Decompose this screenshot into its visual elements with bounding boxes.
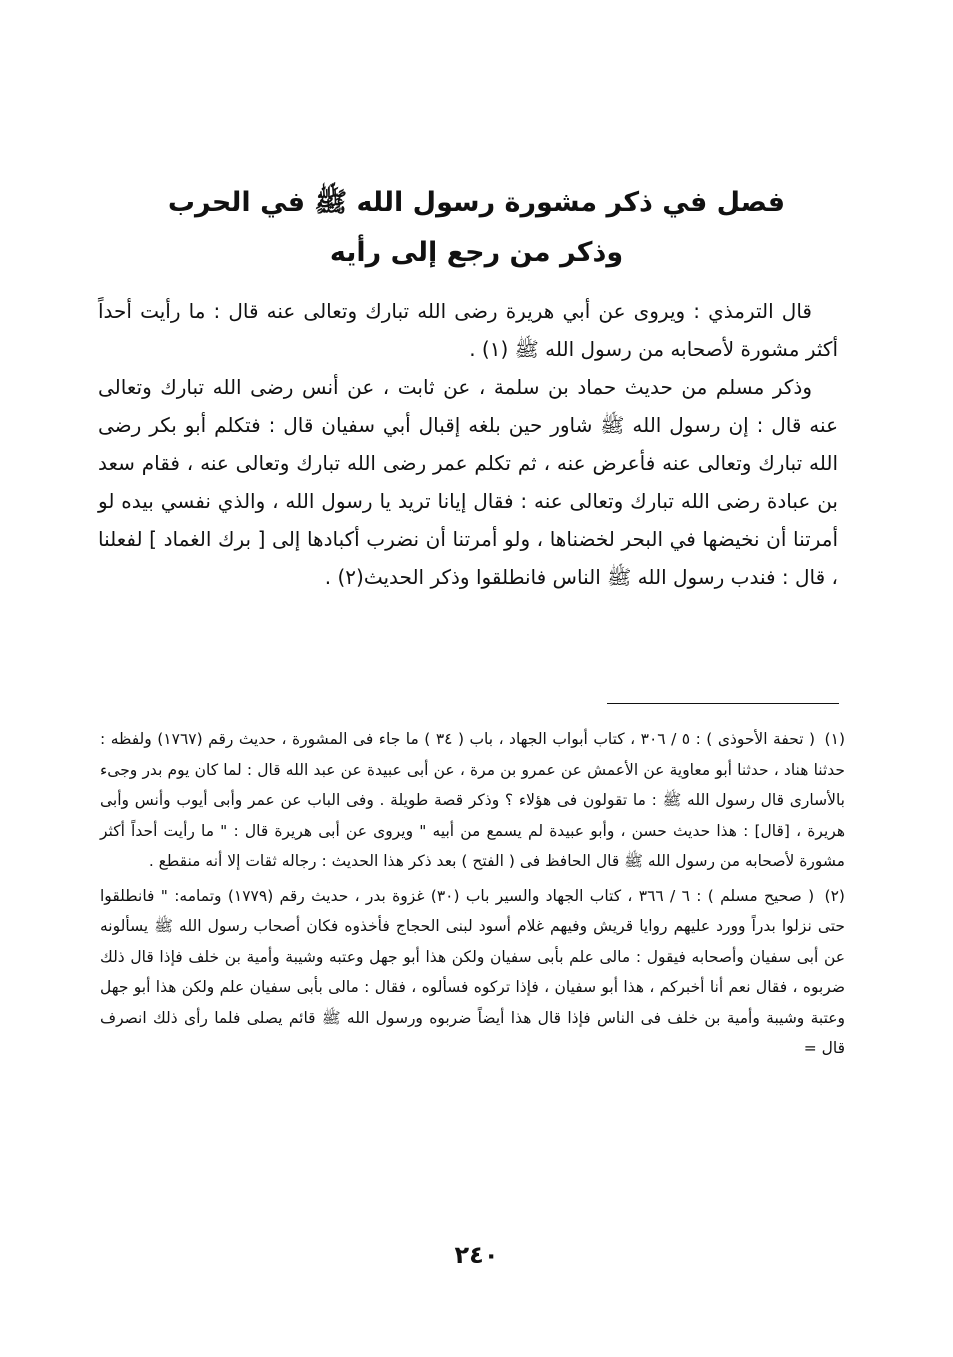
heading-line-2: وذكر من رجع إلى رأيه [329, 237, 624, 268]
paragraph-2: وذكر مسلم من حديث حماد بن سلمة ، عن ثابت ، عن أنس رضى الله تبارك وتعالى عنه قال : إن رسول الله ﷺ شاور حين بلغه إقبال أبي سفيان قال : فتكلم أبو بكر رضى الله تبارك وتعالى عنه فأعرض عنه ، ثم تكلم عمر رضى الله تبارك وتعالى عنه ، فقام سعد بن عبادة رضى الله تبارك وتعالى عنه : فقال إيانا تريد يا رسول الله ، والذي نفسي بيده لو أمرتنا أن نخيضها في البحر لخضناها ، ولو أمرتنا أن نضرب أكبادها إلى [ برك الغماد ] لفعلنا ، قال : فندب رسول الله ﷺ الناس فانطلقوا وذكر الحديث(٢) . [98, 375, 838, 589]
paragraph-1: قال الترمذي : ويروى عن أبي هريرة رضى الله تبارك وتعالى عنه قال : ما رأيت أحداً أكثر مشورة لأصحابه من رسول الله ﷺ (١) . [98, 299, 838, 361]
heading-line-1: فصل في ذكر مشورة رسول الله ﷺ في الحرب [167, 187, 786, 218]
footnote-1-number: (١) [824, 730, 845, 748]
main-text [98, 292, 838, 596]
footnote-2 [100, 881, 845, 1064]
footnote-1-text: ( تحفة الأحوذى ) : ٥ / ٣٠٦ ، كتاب أبواب الجهاد ، باب ( ٣٤ ) ما جاء فى المشورة ، حديث رقم (١٧٦٧) ولفظه : حدثنا هناد ، حدثنا أبو معاوية عن الأعمش عن عمرو بن مرة ، عن أبى عبيدة عن عبد الله قال : لما كان يوم بدر وجىء بالأسارى قال رسول الله ﷺ : ما تقولون فى هؤلاء ؟ وذكر قصة طويلة . وفى الباب عن عمر وأبى أيوب وأنس وأبى هريرة ، [قال] : هذا حديث حسن ، وأبو عبيدة لم يسمع من أبيه " ويروى عن أبى هريرة قال : " ما رأيت أحداً أكثر مشورة لأصحابه من رسول الله ﷺ قال الحافظ فى ( الفتح ) بعد ذكر هذا الحديث : رجاله ثقات إلا أنه منقطع . [100, 730, 845, 870]
footnote-2-number: (٢) [824, 886, 845, 905]
footnotes [100, 724, 845, 1068]
chapter-heading [60, 178, 893, 278]
footnote-2-text: ( صحيح مسلم ) : ٦ / ٣٦٦ ، كتاب الجهاد والسير باب (٣٠) غزوة بدر ، حديث رقم (١٧٧٩) وتمامه: " فانطلقوا حتى نزلوا بدراً وورد عليهم روايا قريش وفيهم غلام أسود لبنى الحجاج فأخذوه فكان أصحاب رسول الله ﷺ يسألونه عن أبى سفيان وأصحابه فيقول : مالى علم بأبى سفيان ولكن هذا أبو جهل وعتبه وشيبة وأمية بن خلف فإذا قال ذلك ضربوه ، فقال نعم أنا أخبركم ، هذا أبو سفيان ، فإذا تركوه فسألوه ، فقال : مالى بأبى سفيان علم ولكن هذا أبو جهل وعتبة وشيبة وأمية بن خلف فى الناس فإذا قال هذا أيضاً ضربوه ورسول الله ﷺ قائم يصلى فلما رأى ذلك انصرف قال = [100, 886, 845, 1057]
footnote-1 [100, 724, 845, 877]
footnote-divider [607, 703, 839, 704]
page-number: ٢٤٠ [454, 1241, 499, 1269]
